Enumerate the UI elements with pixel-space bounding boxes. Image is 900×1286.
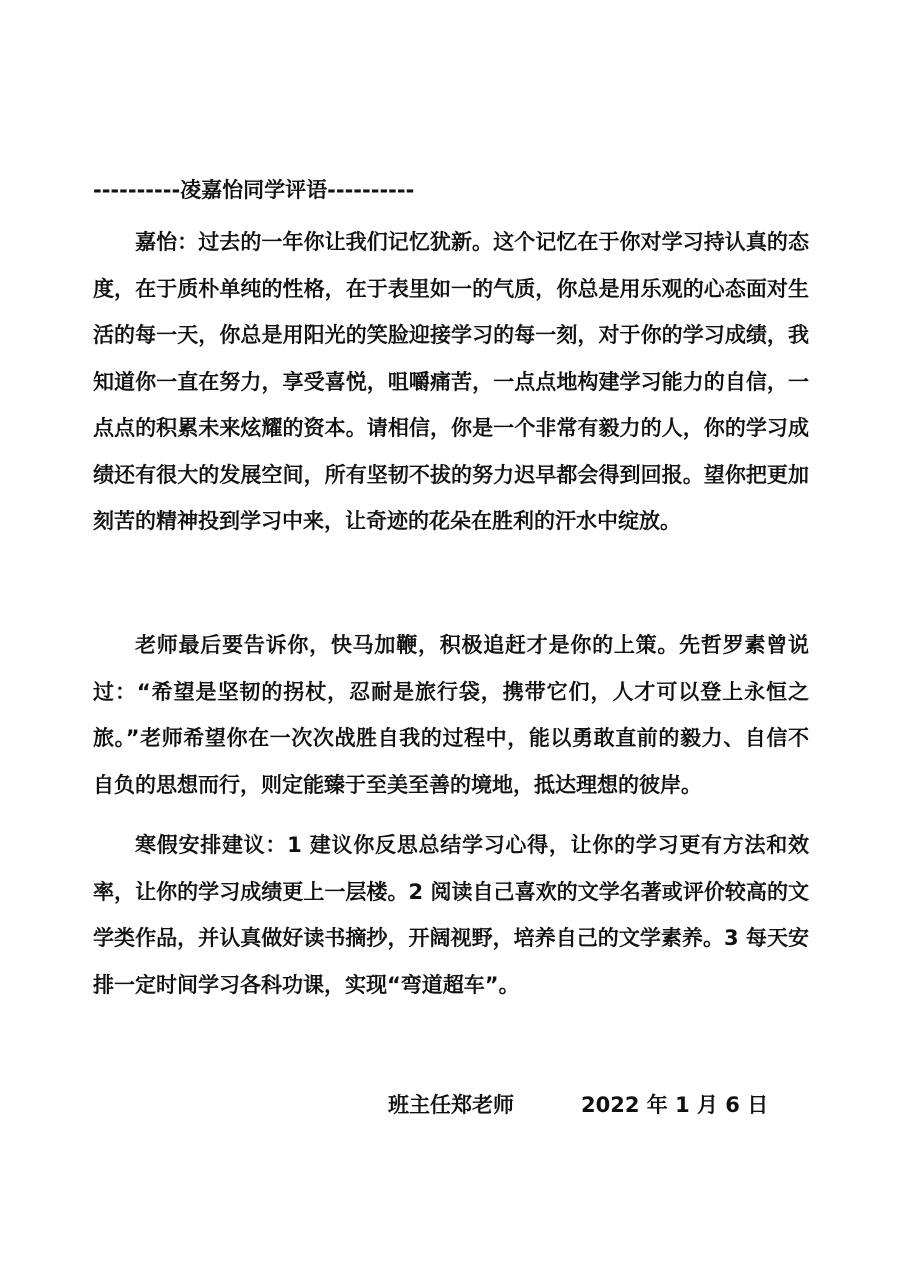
signature-teacher-name: 班主任郑老师 bbox=[388, 1093, 514, 1117]
comment-paragraph-1: 嘉怡：过去的一年你让我们记忆犹新。这个记忆在于你对学习持认真的态度，在于质朴单纯的性格，在于表里如一的气质，你总是用乐观的心态面对生活的每一天，你总是用阳光的笑脸迎接学习的每一刻，对于你的学习成绩，我知道你一直在努力，享受喜悦，咀嚼痛苦，一点点地构建学习能力的自信，一点点的积累未来炫耀的资本。请相信，你是一个非常有毅力的人，你的学习成绩还有很大的发展空间，所有坚韧不拔的努力迟早都会得到回报。望你把更加刻苦的精神投到学习中来，让奇迹的花朵在胜利的汗水中绽放。 bbox=[93, 230, 809, 533]
winter-break-suggestions-paragraph: 寒假安排建议：1 建议你反思总结学习心得，让你的学习更有方法和效率，让你的学习成绩更上一层楼。2 阅读自己喜欢的文学名著或评价较高的文学类作品，并认真做好读书摘抄，开阔视野，培养自己的文学素养。3 每天安排一定时间学习各科功课，实现“弯道超车”。 bbox=[93, 833, 809, 997]
comment-paragraph-2: 老师最后要告诉你，快马加鞭，积极追赶才是你的上策。先哲罗素曾说过：“希望是坚韧的拐杖，忍耐是旅行袋，携带它们，人才可以登上永恒之旅。”老师希望你在一次次战胜自我的过程中，能以勇敢直前的毅力、自信不自负的思想而行，则定能臻于至美至善的境地，抵达理想的彼岸。 bbox=[93, 633, 809, 797]
document-title: ----------凌嘉怡同学评语---------- bbox=[93, 178, 415, 202]
signature-date: 2022 年 1 月 6 日 bbox=[581, 1093, 769, 1117]
